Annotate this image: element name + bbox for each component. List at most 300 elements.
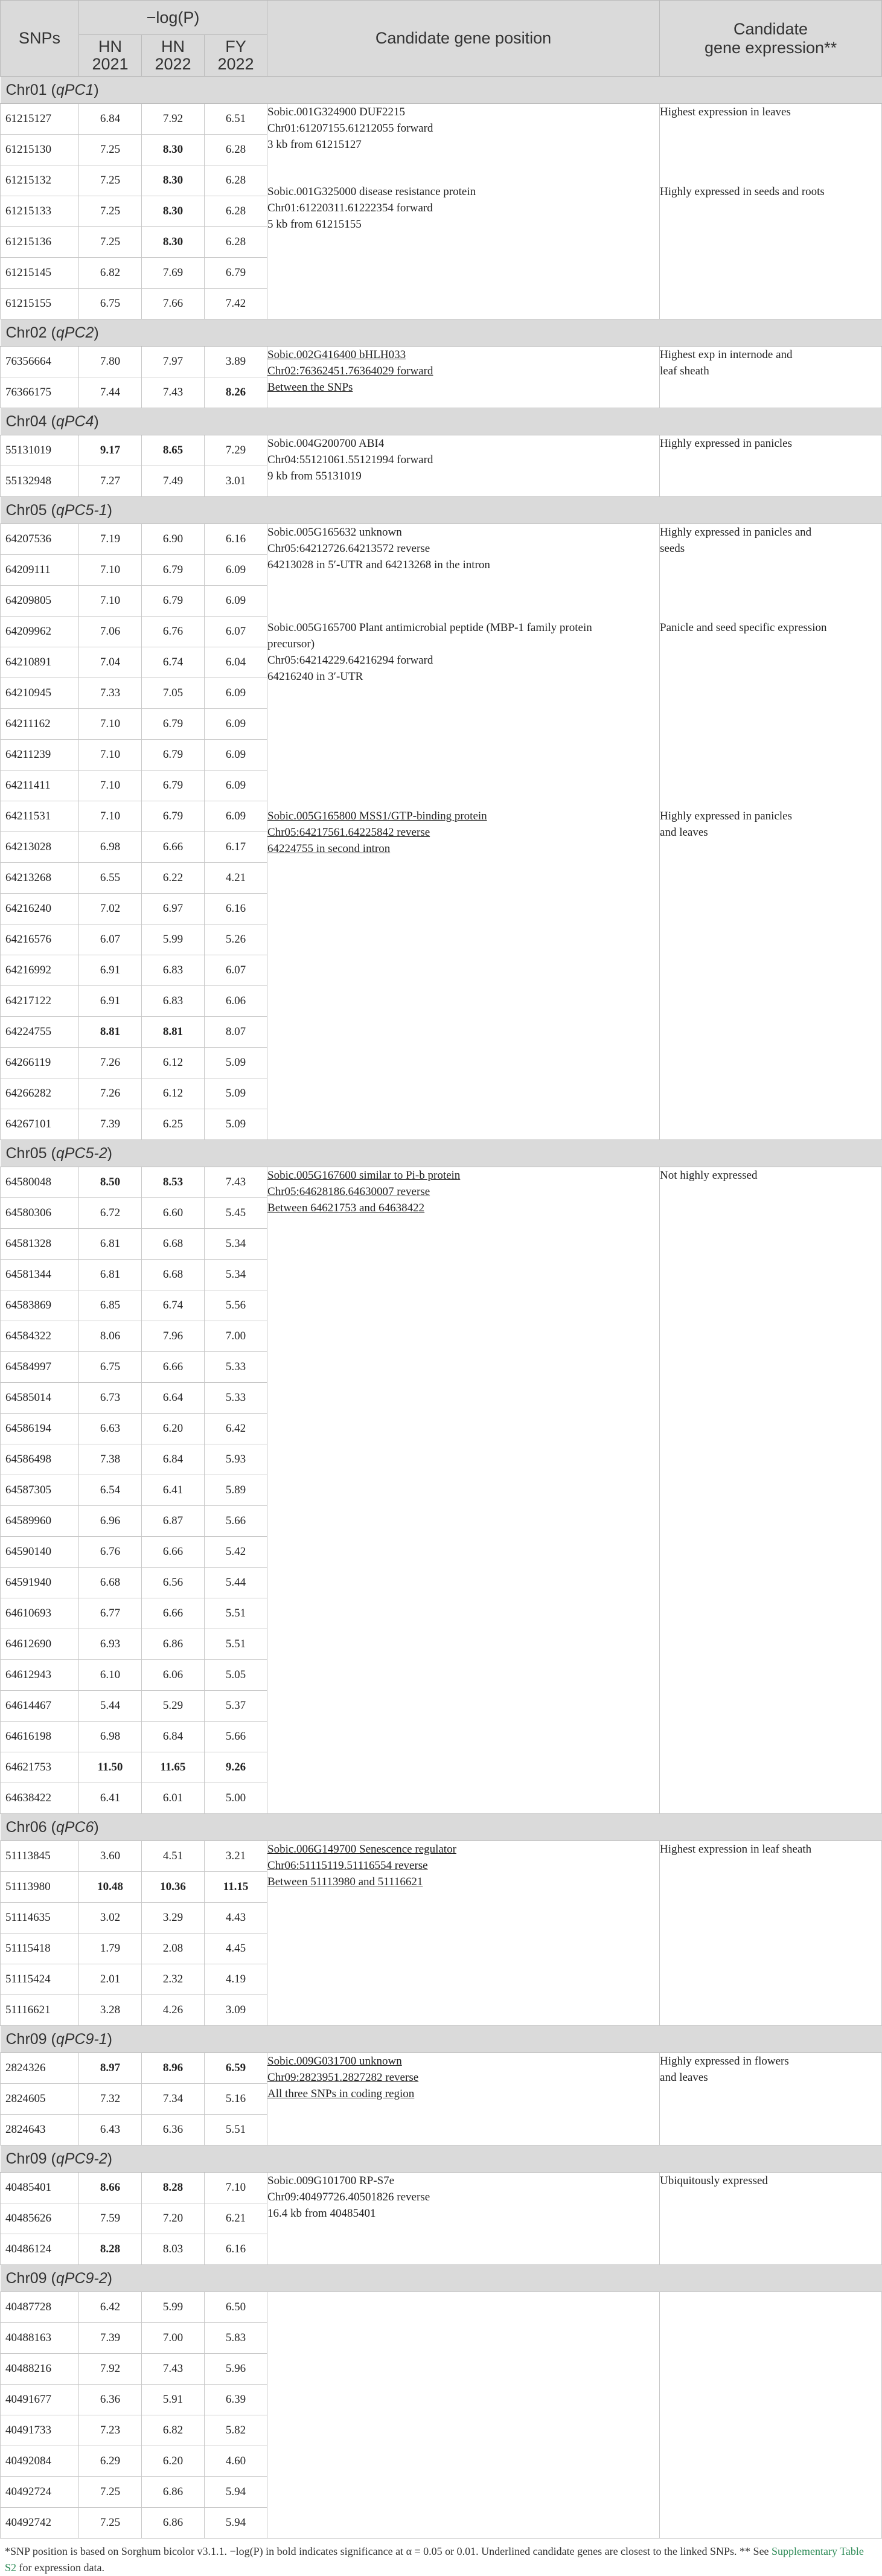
logp-cell: 6.28 [205,165,267,196]
logp-cell: 9.26 [205,1752,267,1783]
logp-cell: 6.09 [205,678,267,709]
candidate-gene-line: 3 kb from 61215127 [267,138,362,151]
gene-expression-cell [660,2173,882,2265]
snp-cell: 64209805 [1,586,79,617]
header-hn-2021 [79,35,142,77]
logp-cell: 6.81 [79,1229,142,1260]
logp-cell: 6.66 [142,1352,205,1383]
table-row [1,1841,882,1872]
gene-expression-block [660,524,881,557]
logp-cell: 5.09 [205,1109,267,1140]
section-chromosome: Chr06 [5,1818,47,1836]
logp-cell: 6.82 [142,2415,205,2446]
logp-cell: 8.03 [142,2234,205,2265]
candidate-gene-line: Between the SNPs [267,381,353,394]
snp-cell: 40488163 [1,2323,79,2354]
candidate-gene-line: Chr05:64628186.64630007 reverse [267,1185,430,1198]
logp-cell: 7.43 [142,377,205,408]
snp-cell: 64585014 [1,1383,79,1414]
logp-cell: 5.89 [205,1475,267,1506]
candidate-gene-block [267,2053,659,2102]
candidate-gene-cell [267,2173,660,2265]
logp-cell: 5.99 [142,2292,205,2323]
snp-cell: 64610693 [1,1598,79,1629]
logp-cell: 7.42 [205,289,267,319]
gene-expression-cell [660,435,882,497]
table-row [1,2292,882,2323]
snp-cell: 64584322 [1,1321,79,1352]
snp-cell: 76356664 [1,347,79,377]
header-hn-2021-top: HN [98,37,122,56]
gene-expression-line: leaf sheath [660,365,709,377]
gene-expression-line: Highly expressed in flowers [660,2055,789,2068]
section-chromosome: Chr01 [5,81,47,98]
logp-cell: 5.05 [205,1660,267,1691]
snp-cell: 64211162 [1,709,79,740]
snp-cell: 64266119 [1,1048,79,1078]
logp-cell: 5.99 [142,924,205,955]
logp-cell: 4.26 [142,1995,205,2026]
logp-cell: 7.92 [142,104,205,135]
logp-cell: 6.74 [142,647,205,678]
logp-cell: 8.53 [142,1167,205,1198]
candidate-gene-line: 64213028 in 5′-UTR and 64213268 in the intron [267,559,490,571]
candidate-gene-cell [267,347,660,408]
logp-cell: 2.01 [79,1964,142,1995]
logp-cell: 7.10 [79,555,142,586]
candidate-gene-line: Sobic.001G325000 disease resistance protein [267,185,476,198]
logp-cell: 8.30 [142,196,205,227]
logp-cell: 6.87 [142,1506,205,1537]
logp-cell: 8.65 [142,435,205,466]
candidate-gene-line: Sobic.005G167600 similar to Pi-b protein [267,1169,461,1182]
section-label: Chr05 (qPC5-2) [1,1140,882,1167]
candidate-gene-cell [267,2292,660,2539]
logp-cell: 5.51 [205,2115,267,2145]
section-chromosome: Chr05 [5,1144,47,1162]
section-header [1,497,882,524]
gene-expression-cell [660,1841,882,2026]
logp-cell: 6.07 [205,617,267,647]
logp-cell: 5.29 [142,1691,205,1722]
table-row [1,104,882,135]
logp-cell: 8.26 [205,377,267,408]
gene-expression-cell [660,1167,882,1814]
gene-expression-block [660,104,881,120]
logp-cell: 6.07 [205,955,267,986]
snp-cell: 61215133 [1,196,79,227]
header-hn-2021-bottom: 2021 [92,55,129,73]
table-row [1,2053,882,2084]
logp-cell: 5.45 [205,1198,267,1229]
logp-cell: 8.28 [79,2234,142,2265]
header-hn-2022-top: HN [161,37,185,56]
candidate-gene-line: Between 64621753 and 64638422 [267,1202,425,1214]
snp-cell: 64216240 [1,894,79,924]
snp-cell: 40485401 [1,2173,79,2203]
logp-cell: 6.06 [205,986,267,1017]
candidate-gene-block [267,1841,659,1890]
section-qtl: qPC5-2 [56,1144,107,1162]
logp-cell: 6.29 [79,2446,142,2477]
logp-cell: 5.26 [205,924,267,955]
logp-cell: 5.56 [205,1290,267,1321]
logp-cell: 6.79 [142,586,205,617]
section-label: Chr01 (qPC1) [1,77,882,104]
snp-cell: 64207536 [1,524,79,555]
section-label: Chr04 (qPC4) [1,408,882,435]
table-header [1,1,882,77]
logp-cell: 8.81 [79,1017,142,1048]
logp-cell: 7.10 [79,771,142,801]
header-candidate-gene-expression [660,1,882,77]
logp-cell: 6.10 [79,1660,142,1691]
logp-cell: 6.73 [79,1383,142,1414]
snp-cell: 64211411 [1,771,79,801]
section-label: Chr09 (qPC9-1) [1,2026,882,2053]
snp-cell: 40492742 [1,2508,79,2539]
logp-cell: 5.33 [205,1352,267,1383]
logp-cell: 5.44 [205,1568,267,1598]
logp-cell: 6.84 [79,104,142,135]
logp-cell: 3.09 [205,1995,267,2026]
section-label: Chr05 (qPC5-1) [1,497,882,524]
section-header [1,1814,882,1841]
logp-cell: 8.96 [142,2053,205,2084]
logp-cell: 6.76 [142,617,205,647]
logp-cell: 6.77 [79,1598,142,1629]
candidate-gene-line: precursor) [267,638,315,650]
logp-cell: 5.44 [79,1691,142,1722]
logp-cell: 3.01 [205,466,267,497]
logp-cell: 5.91 [142,2385,205,2415]
gene-expression-line: Highly expressed in panicles and [660,526,812,539]
candidate-gene-line: Sobic.005G165632 unknown [267,526,402,539]
logp-cell: 8.50 [79,1167,142,1198]
logp-cell: 6.12 [142,1078,205,1109]
logp-cell: 7.59 [79,2203,142,2234]
section-header [1,2145,882,2173]
logp-cell: 7.00 [205,1321,267,1352]
section-chromosome: Chr02 [5,324,47,341]
logp-cell: 7.02 [79,894,142,924]
snp-cell: 64586498 [1,1444,79,1475]
section-header [1,77,882,104]
logp-cell: 6.09 [205,709,267,740]
snp-cell: 64580048 [1,1167,79,1198]
candidate-gene-block [267,347,659,396]
logp-cell: 7.25 [79,135,142,165]
section-header [1,319,882,347]
snp-cell: 64583869 [1,1290,79,1321]
logp-cell: 6.84 [142,1444,205,1475]
snp-cell: 51114635 [1,1903,79,1934]
logp-cell: 6.09 [205,801,267,832]
logp-cell: 7.80 [79,347,142,377]
logp-cell: 6.51 [205,104,267,135]
gene-expression-block [660,1841,881,1857]
candidate-gene-block [267,620,659,685]
section-chromosome: Chr09 [5,2269,47,2287]
logp-cell: 6.68 [142,1260,205,1290]
logp-cell: 6.09 [205,555,267,586]
snp-cell: 64586194 [1,1414,79,1444]
snp-cell: 64211531 [1,801,79,832]
table-row [1,524,882,555]
logp-cell: 7.29 [205,435,267,466]
table-row [1,435,882,466]
logp-cell: 6.06 [142,1660,205,1691]
logp-cell: 6.39 [205,2385,267,2415]
snp-cell: 64224755 [1,1017,79,1048]
candidate-gene-line: Sobic.009G101700 RP-S7e [267,2174,395,2187]
snp-cell: 2824643 [1,2115,79,2145]
candidate-gene-line: All three SNPs in coding region [267,2087,415,2100]
gene-expression-line: seeds [660,542,685,555]
logp-cell: 6.16 [205,894,267,924]
logp-cell: 4.21 [205,863,267,894]
table-row [1,1167,882,1198]
gene-expression-block [660,620,881,636]
logp-cell: 6.36 [142,2115,205,2145]
logp-cell: 6.54 [79,1475,142,1506]
snp-cell: 64213028 [1,832,79,863]
logp-cell: 6.01 [142,1783,205,1814]
supplementary-table-link[interactable]: Supplementary Table S2 [5,2545,864,2574]
logp-cell: 6.36 [79,2385,142,2415]
logp-cell: 6.16 [205,524,267,555]
logp-cell: 6.20 [142,2446,205,2477]
gene-expression-line: Highly expressed in panicles [660,437,792,450]
gene-expression-line: Highly expressed in panicles [660,810,792,822]
logp-cell: 4.60 [205,2446,267,2477]
section-qtl: qPC1 [56,81,94,98]
snp-cell: 40492724 [1,2477,79,2508]
logp-cell: 7.25 [79,196,142,227]
footnote-text: *SNP position is based on Sorghum bicolor v3.1.1. −log(P) in bold indicates significance at α = 0.05 or 0.01. Underlined candidate genes are closest to the linked SNPs. ** See [5,2545,772,2557]
snp-cell: 64216576 [1,924,79,955]
logp-cell: 6.64 [142,1383,205,1414]
snp-cell: 64581328 [1,1229,79,1260]
gene-expression-line: Highest expression in leaf sheath [660,1843,812,1856]
logp-cell: 6.98 [79,832,142,863]
gene-expression-block [660,2053,881,2086]
logp-cell: 7.66 [142,289,205,319]
snp-cell: 61215155 [1,289,79,319]
table-body [1,77,882,2539]
snp-cell: 64209111 [1,555,79,586]
logp-cell: 5.42 [205,1537,267,1568]
logp-cell: 8.28 [142,2173,205,2203]
logp-cell: 7.34 [142,2084,205,2115]
logp-cell: 7.20 [142,2203,205,2234]
snp-cell: 64638422 [1,1783,79,1814]
logp-cell: 4.43 [205,1903,267,1934]
snp-cell: 64210891 [1,647,79,678]
candidate-gene-line: Chr05:64217561.64225842 reverse [267,826,430,839]
gene-expression-line: and leaves [660,2071,708,2084]
candidate-gene-block [267,808,659,857]
snp-cell: 64589960 [1,1506,79,1537]
snp-cell: 64216992 [1,955,79,986]
snp-cell: 64580306 [1,1198,79,1229]
snp-cell: 64266282 [1,1078,79,1109]
logp-cell: 6.83 [142,955,205,986]
section-header [1,2026,882,2053]
logp-cell: 3.29 [142,1903,205,1934]
logp-cell: 6.09 [205,771,267,801]
snp-cell: 40488216 [1,2354,79,2385]
candidate-gene-block [267,184,659,232]
logp-cell: 5.94 [205,2477,267,2508]
logp-cell: 10.36 [142,1872,205,1903]
candidate-gene-line: Sobic.005G165800 MSS1/GTP-binding protein [267,810,487,822]
footnote [0,2539,881,2576]
logp-cell: 6.41 [79,1783,142,1814]
gene-expression-block [660,1167,881,1184]
gene-expression-block [660,184,881,200]
header-logp: −log(P) [79,1,267,35]
logp-cell: 7.26 [79,1078,142,1109]
snp-cell: 2824605 [1,2084,79,2115]
table-row [1,2173,882,2203]
logp-cell: 6.04 [205,647,267,678]
section-qtl: qPC9-2 [56,2269,107,2287]
logp-cell: 6.72 [79,1198,142,1229]
header-hn-2022-bottom: 2022 [155,55,191,73]
section-header [1,1140,882,1167]
logp-cell: 6.25 [142,1109,205,1140]
snp-cell: 64581344 [1,1260,79,1290]
logp-cell: 6.84 [142,1722,205,1752]
section-qtl: qPC9-2 [56,2150,107,2167]
logp-cell: 8.06 [79,1321,142,1352]
logp-cell: 6.12 [142,1048,205,1078]
candidate-gene-line: Chr09:40497726.40501826 reverse [267,2191,430,2203]
logp-cell: 6.07 [79,924,142,955]
logp-cell: 6.09 [205,740,267,771]
snp-cell: 40491733 [1,2415,79,2446]
logp-cell: 4.45 [205,1934,267,1964]
logp-cell: 8.97 [79,2053,142,2084]
logp-cell: 8.30 [142,135,205,165]
candidate-gene-cell [267,2053,660,2145]
snp-cell: 51113980 [1,1872,79,1903]
section-qtl: qPC6 [56,1818,94,1836]
snp-cell: 51115418 [1,1934,79,1964]
snp-cell: 64587305 [1,1475,79,1506]
candidate-gene-line: 5 kb from 61215155 [267,218,362,231]
logp-cell: 6.91 [79,955,142,986]
logp-cell: 5.09 [205,1078,267,1109]
logp-cell: 7.04 [79,647,142,678]
section-chromosome: Chr09 [5,2030,47,2048]
logp-cell: 2.08 [142,1934,205,1964]
section-header [1,2265,882,2292]
logp-cell: 3.60 [79,1841,142,1872]
logp-cell: 3.89 [205,347,267,377]
gene-expression-cell [660,347,882,408]
candidate-gene-line: 16.4 kb from 40485401 [267,2207,376,2220]
snp-cell: 40492084 [1,2446,79,2477]
logp-cell: 6.86 [142,1629,205,1660]
logp-cell: 7.38 [79,1444,142,1475]
section-qtl: qPC2 [56,324,94,341]
logp-cell: 7.00 [142,2323,205,2354]
header-fy-2022-top: FY [225,37,246,56]
snp-cell: 64584997 [1,1352,79,1383]
logp-cell: 8.66 [79,2173,142,2203]
candidate-gene-line: Sobic.004G200700 ABI4 [267,437,385,450]
logp-cell: 7.27 [79,466,142,497]
logp-cell: 6.28 [205,135,267,165]
logp-cell: 5.94 [205,2508,267,2539]
logp-cell: 6.98 [79,1722,142,1752]
section-label: Chr09 (qPC9-2) [1,2145,882,2173]
logp-cell: 5.83 [205,2323,267,2354]
logp-cell: 11.50 [79,1752,142,1783]
logp-cell: 7.32 [79,2084,142,2115]
gene-expression-line: Highest expression in leaves [660,106,791,118]
logp-cell: 5.66 [205,1506,267,1537]
candidate-gene-line: Sobic.002G416400 bHLH033 [267,348,406,361]
logp-cell: 5.51 [205,1629,267,1660]
gene-expression-line: Highly expressed in seeds and roots [660,185,825,198]
logp-cell: 8.30 [142,165,205,196]
gene-expression-block [660,347,881,379]
candidate-gene-line: Sobic.009G031700 unknown [267,2055,402,2068]
logp-cell: 7.25 [79,227,142,258]
logp-cell: 7.39 [79,1109,142,1140]
candidate-gene-block [267,524,659,573]
logp-cell: 6.17 [205,832,267,863]
candidate-gene-cell [267,524,660,1140]
snp-cell: 64616198 [1,1722,79,1752]
logp-cell: 6.81 [79,1260,142,1290]
logp-cell: 7.39 [79,2323,142,2354]
candidate-gene-cell [267,1841,660,2026]
logp-cell: 6.55 [79,863,142,894]
logp-cell: 6.96 [79,1506,142,1537]
gene-expression-line: Panicle and seed specific expression [660,621,827,634]
snp-cell: 61215145 [1,258,79,289]
section-label: Chr09 (qPC9-2) [1,2265,882,2292]
logp-cell: 7.10 [79,801,142,832]
candidate-gene-line: Chr04:55121061.55121994 forward [267,453,433,466]
gene-expression-block [660,435,881,452]
logp-cell: 11.65 [142,1752,205,1783]
candidate-gene-line: Between 51113980 and 51116621 [267,1876,423,1888]
logp-cell: 5.09 [205,1048,267,1078]
candidate-gene-cell [267,1167,660,1814]
logp-cell: 7.26 [79,1048,142,1078]
logp-cell: 6.20 [142,1414,205,1444]
logp-cell: 7.96 [142,1321,205,1352]
logp-cell: 7.05 [142,678,205,709]
candidate-gene-line: Chr09:2823951.2827282 reverse [267,2071,419,2084]
candidate-gene-cell [267,435,660,497]
gene-expression-line: Ubiquitously expressed [660,2174,768,2187]
section-qtl: qPC9-1 [56,2030,107,2048]
gene-expression-cell [660,2053,882,2145]
header-fy-2022 [205,35,267,77]
logp-cell: 6.83 [142,986,205,1017]
logp-cell: 7.19 [79,524,142,555]
logp-cell: 6.60 [142,1198,205,1229]
snp-cell: 61215136 [1,227,79,258]
snp-cell: 40491677 [1,2385,79,2415]
logp-cell: 6.66 [142,1537,205,1568]
